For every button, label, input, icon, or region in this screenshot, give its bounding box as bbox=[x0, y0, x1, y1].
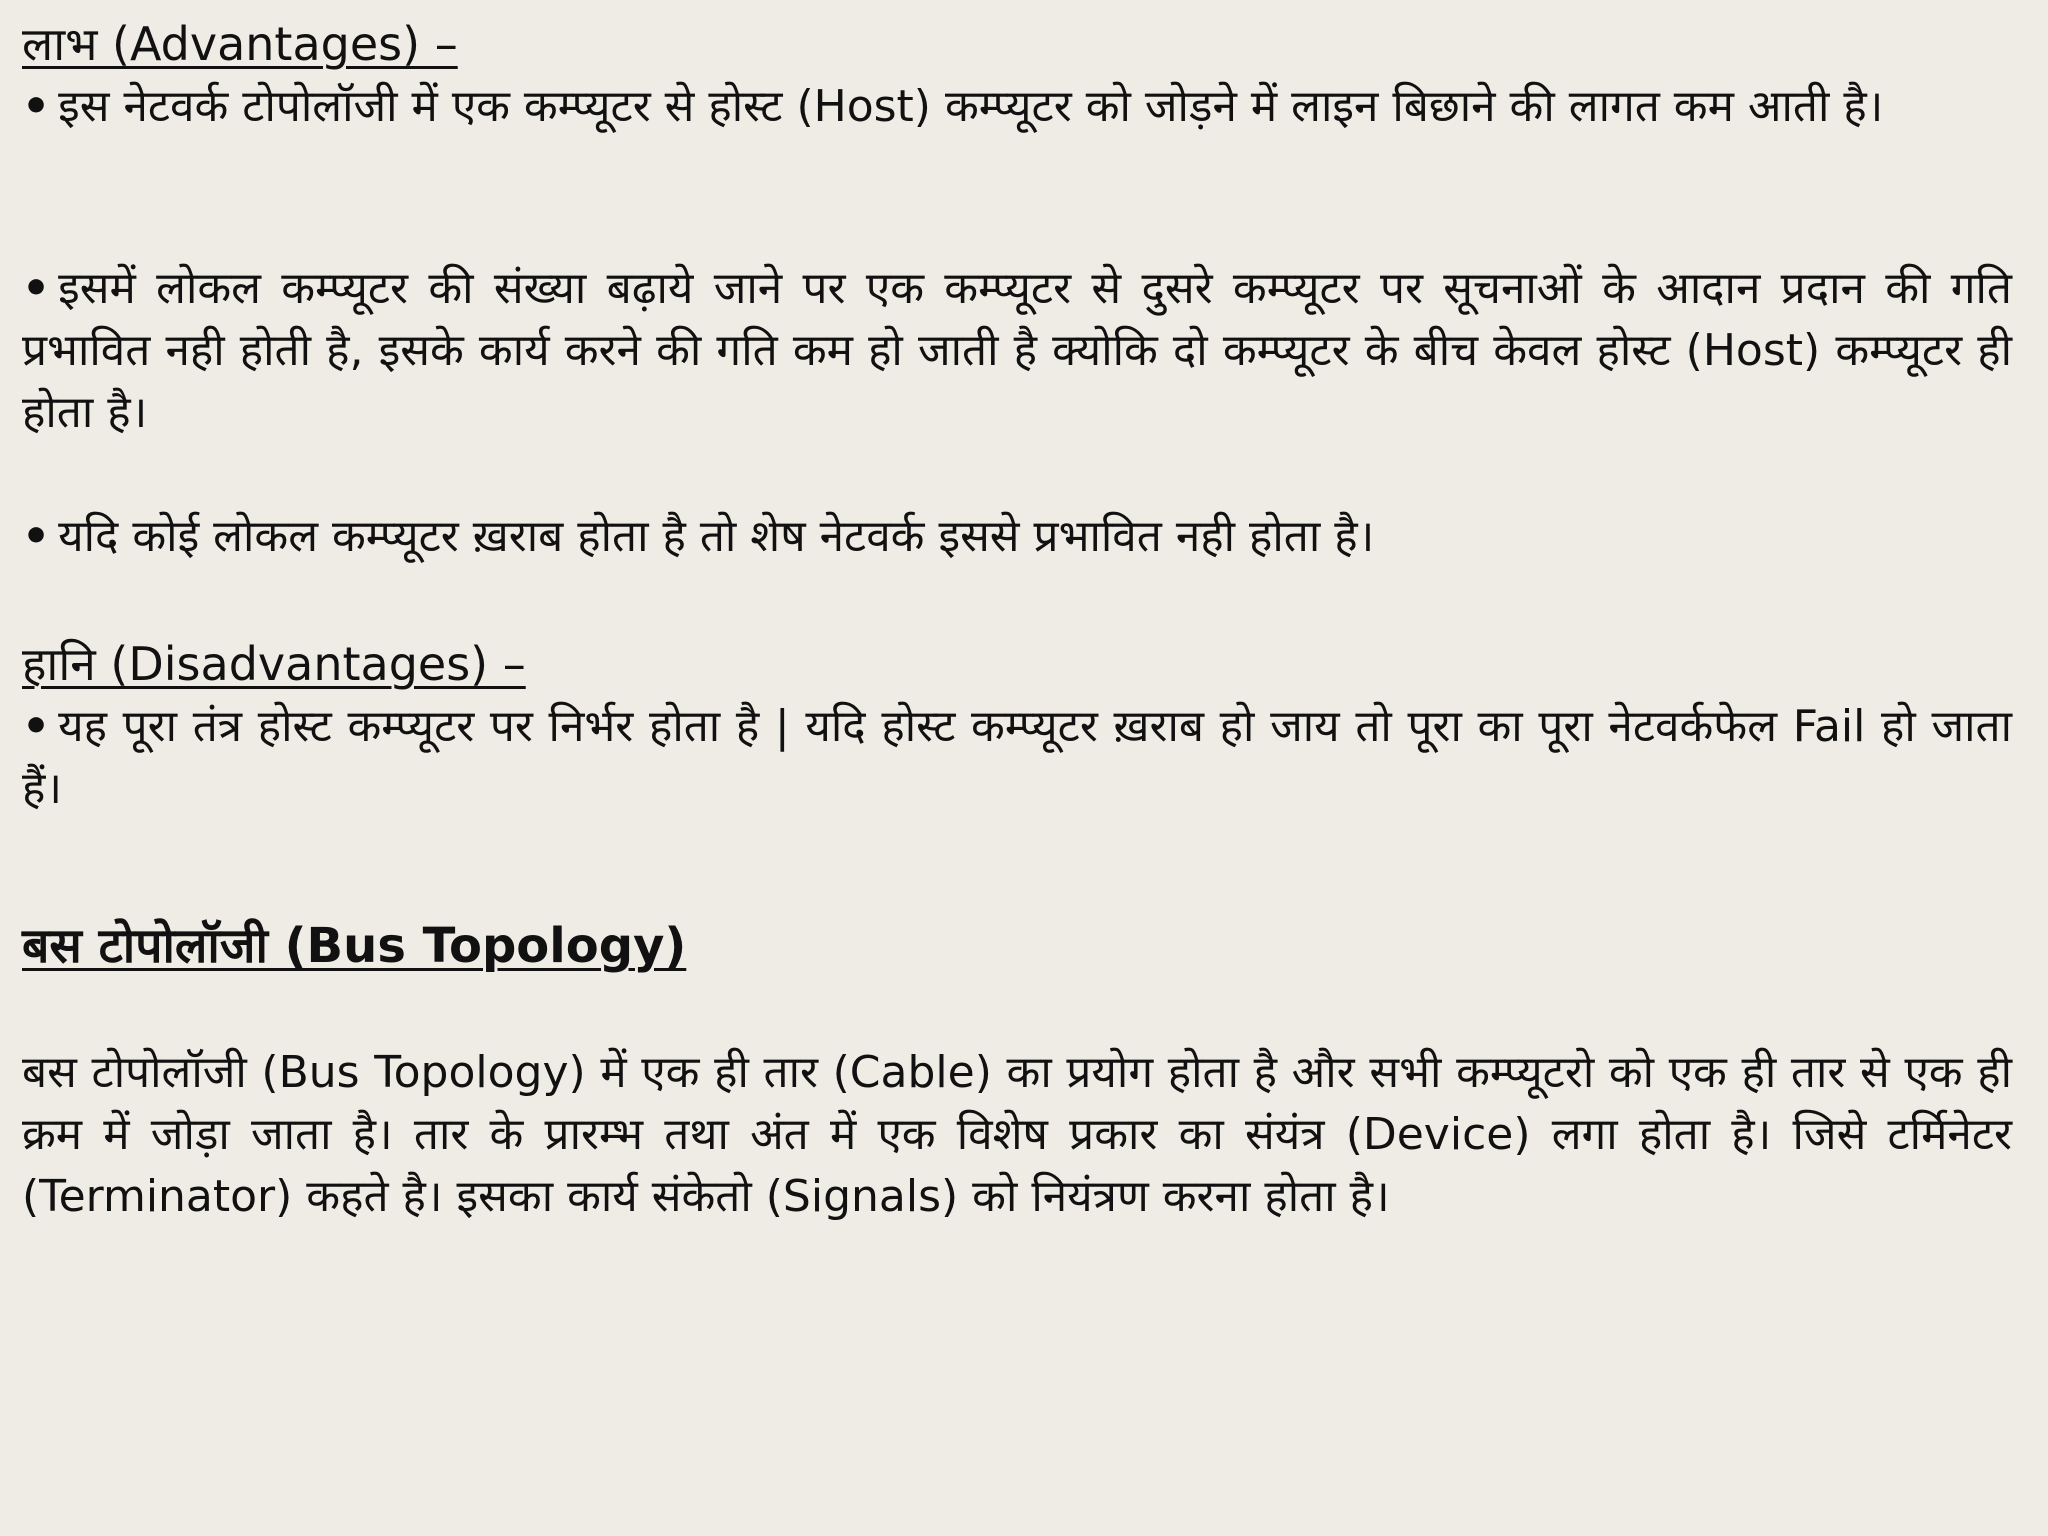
advantages-heading: लाभ (Advantages) – bbox=[22, 17, 458, 71]
bus-topology-heading: बस टोपोलॉजी (Bus Topology) bbox=[22, 918, 687, 974]
disadvantage-item-1 bbox=[22, 696, 2012, 820]
bullet-icon: • bbox=[22, 81, 51, 132]
advantage-item-2 bbox=[22, 258, 2012, 444]
bus-topology-paragraph: बस टोपोलॉजी (Bus Topology) में एक ही तार (Cable) का प्रयोग होता है और सभी कम्प्यूटरो को एक ही तार से एक ही क्रम में जोड़ा जाता है। तार के प्रारम्भ तथा अंत में एक विशेष प्रकार का संयंत्र (Device) लगा होता है। जिसे टर्मिनेटर (Terminator) कहते है। इसका कार्य संकेतो (Signals) को नियंत्रण करना होता है। bbox=[22, 1047, 2012, 1222]
advantage-item-3-text: यदि कोई लोकल कम्प्यूटर ख़राब होता है तो शेष नेटवर्क इससे प्रभावित नही होता है। bbox=[58, 511, 1375, 562]
advantage-item-3 bbox=[22, 506, 2022, 568]
disadvantage-item-1-text: यह पूरा तंत्र होस्ट कम्प्यूटर पर निर्भर होता है | यदि होस्ट कम्प्यूटर ख़राब हो जाय तो पूरा का पूरा नेटवर्कफेल Fail हो जाता हैं। bbox=[22, 701, 2012, 814]
bullet-icon: • bbox=[22, 701, 51, 752]
bullet-icon: • bbox=[22, 263, 51, 314]
advantage-item-2-text: इसमें लोकल कम्प्यूटर की संख्या बढ़ाये जाने पर एक कम्प्यूटर से दुसरे कम्प्यूटर पर सूचनाओं के आदान प्रदान की गति प्रभावित नही होती है, इसके कार्य करने की गति कम हो जाती है क्योकि दो कम्प्यूटर के बीच केवल होस्ट (Host) कम्प्यूटर ही होता है। bbox=[22, 263, 2012, 438]
disadvantages-heading: हानि (Disadvantages) – bbox=[22, 637, 526, 691]
bullet-icon: • bbox=[22, 511, 51, 562]
advantage-item-1 bbox=[22, 76, 2012, 138]
advantage-item-1-text: इस नेटवर्क टोपोलॉजी में एक कम्प्यूटर से होस्ट (Host) कम्प्यूटर को जोड़ने में लाइन बिछाने की लागत कम आती है। bbox=[58, 81, 1884, 132]
